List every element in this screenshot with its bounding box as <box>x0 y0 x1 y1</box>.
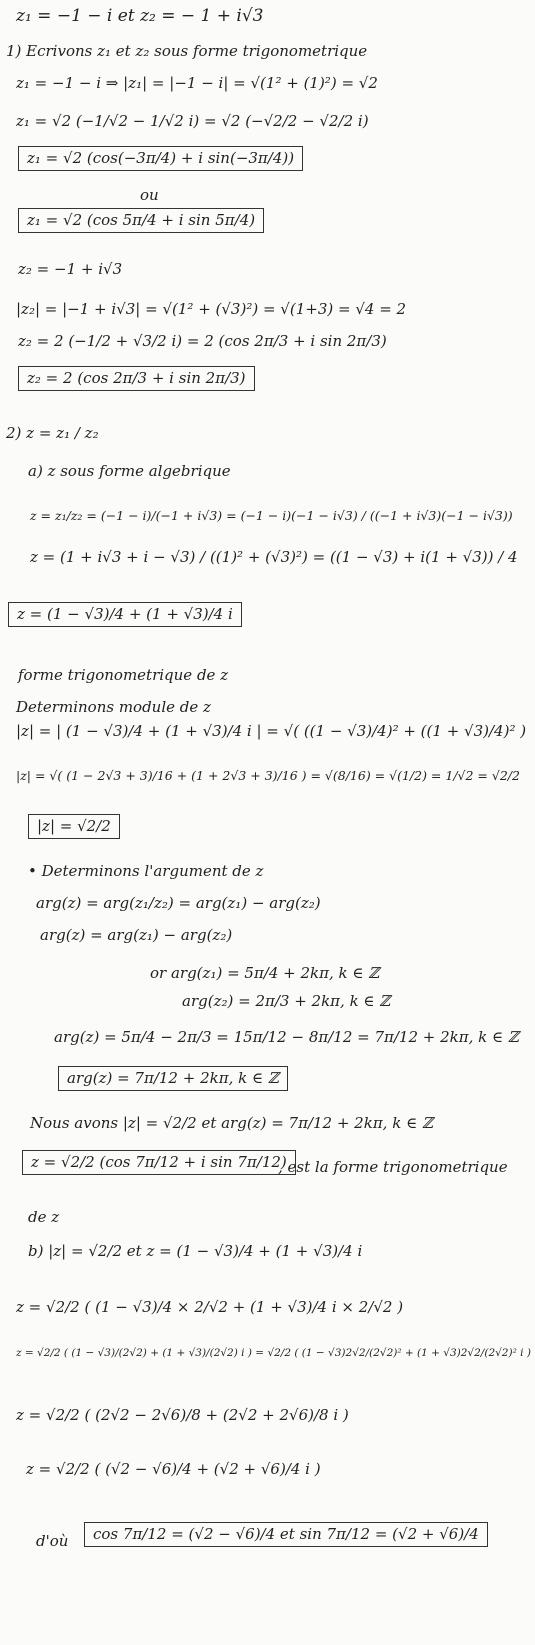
modulus-boxed: |z| = √2/2 <box>28 814 120 839</box>
part-a-heading: a) z sous forme algebrique <box>28 462 231 480</box>
modulus-calc-line: |z| = | (1 − √3)/4 + (1 + √3)/4 i | = √( ((1 − √3)/4)² + ((1 + √3)/4)² ) <box>16 722 527 740</box>
modulus-z1-line: z₁ = −1 − i ⇒ |z₁| = |−1 − i| = √(1² + (1)²) = √2 <box>16 74 378 92</box>
argument-difference-line: arg(z) = arg(z₁) − arg(z₂) <box>40 926 233 944</box>
part-b-heading: b) |z| = √2/2 et z = (1 − √3)/4 + (1 + √3)/4 i <box>28 1242 363 1260</box>
part-b-line-2: z = √2/2 ( (1 − √3)/(2√2) + (1 + √3)/(2√2) i ) = √2/2 ( (1 − √3)2√2/(2√2)² + (1 + √3)2√2/(2√2)² i ) <box>16 1347 531 1359</box>
arg-z-boxed: arg(z) = 7π/12 + 2kπ, k ∈ ℤ <box>58 1066 288 1091</box>
part-b-line-1: z = √2/2 ( (1 − √3)/4 × 2/√2 + (1 + √3)/4 i × 2/√2 ) <box>16 1298 404 1316</box>
argument-heading: • Determinons l'argument de z <box>28 862 264 880</box>
modulus-z2-line: |z₂| = |−1 + i√3| = √(1² + (√3)²) = √(1+3) = √4 = 2 <box>16 300 407 318</box>
z-trig-form-boxed: z = √2/2 (cos 7π/12 + i sin 7π/12) <box>22 1150 296 1175</box>
section-2-heading: 2) z = z₁ / z₂ <box>6 424 99 442</box>
problem-statement: z₁ = −1 − i et z₂ = − 1 + i√3 <box>16 6 264 26</box>
modulus-result-line: |z| = √( (1 − 2√3 + 3)/16 + (1 + 2√3 + 3)/16 ) = √(8/16) = √(1/2) = 1/√2 = √2/2 <box>16 768 520 783</box>
summary-line: Nous avons |z| = √2/2 et arg(z) = 7π/12 + 2kπ, k ∈ ℤ <box>30 1114 433 1132</box>
or-label: ou <box>140 186 159 204</box>
part-b-line-4: z = √2/2 ( (√2 − √6)/4 + (√2 + √6)/4 i ) <box>26 1460 321 1478</box>
trig-form-comment: , est la forme trigonometrique <box>278 1158 508 1176</box>
part-b-line-3: z = √2/2 ( (2√2 − 2√6)/8 + (2√2 + 2√6)/8 i ) <box>16 1406 349 1424</box>
trig-form-subheading: forme trigonometrique de z <box>18 666 229 684</box>
therefore-label: d'où <box>36 1532 69 1550</box>
final-cos-sin-boxed: cos 7π/12 = (√2 − √6)/4 et sin 7π/12 = (√2 + √6)/4 <box>84 1522 488 1547</box>
arg-z-calc-line: arg(z) = 5π/4 − 2π/3 = 15π/12 − 8π/12 = 7π/12 + 2kπ, k ∈ ℤ <box>54 1028 519 1046</box>
argument-quotient-line: arg(z) = arg(z₁/z₂) = arg(z₁) − arg(z₂) <box>36 894 321 912</box>
of-z-label: de z <box>28 1208 60 1226</box>
z1-trig-form-alt-boxed: z₁ = √2 (cos 5π/4 + i sin 5π/4) <box>18 208 264 233</box>
modulus-heading: Determinons module de z <box>16 698 211 716</box>
z2-definition: z₂ = −1 + i√3 <box>18 260 123 278</box>
z-algebraic-form-boxed: z = (1 − √3)/4 + (1 + √3)/4 i <box>8 602 242 627</box>
quotient-simplify-line: z = (1 + i√3 + i − √3) / ((1)² + (√3)²) = ((1 − √3) + i(1 + √3)) / 4 <box>30 548 518 566</box>
arg-z1-line: or arg(z₁) = 5π/4 + 2kπ, k ∈ ℤ <box>150 964 380 982</box>
arg-z2-line: arg(z₂) = 2π/3 + 2kπ, k ∈ ℤ <box>182 992 391 1010</box>
z1-factor-line: z₁ = √2 (−1/√2 − 1/√2 i) = √2 (−√2/2 − √2/2 i) <box>16 112 369 130</box>
z2-trig-form-boxed: z₂ = 2 (cos 2π/3 + i sin 2π/3) <box>18 366 255 391</box>
section-1-heading: 1) Ecrivons z₁ et z₂ sous forme trigonometrique <box>6 42 368 60</box>
z1-trig-form-boxed: z₁ = √2 (cos(−3π/4) + i sin(−3π/4)) <box>18 146 303 171</box>
quotient-expansion-line: z = z₁/z₂ = (−1 − i)/(−1 + i√3) = (−1 − i)(−1 − i√3) / ((−1 + i√3)(−1 − i√3)) <box>30 508 513 523</box>
z2-factor-line: z₂ = 2 (−1/2 + √3/2 i) = 2 (cos 2π/3 + i sin 2π/3) <box>18 332 387 350</box>
